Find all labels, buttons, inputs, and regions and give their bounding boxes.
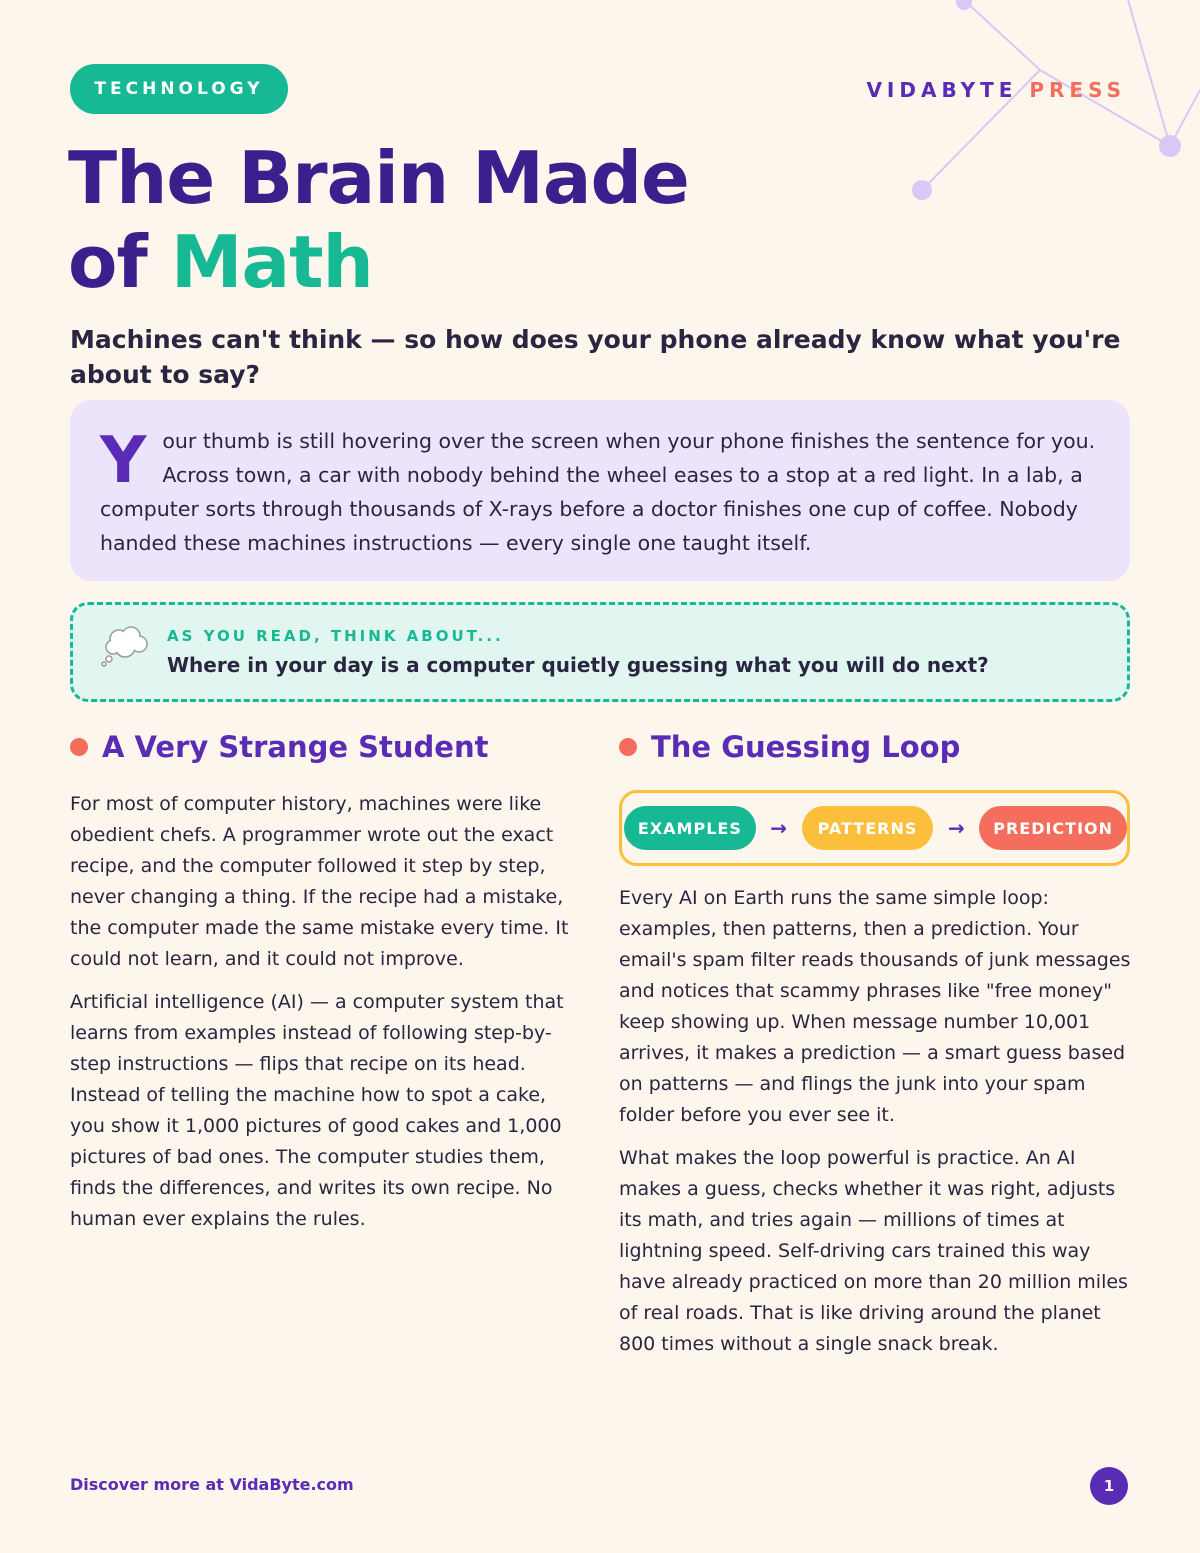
footer-link[interactable]: Discover more at VidaByte.com [70,1475,354,1494]
drop-cap: Y [100,424,147,498]
title-line1: The Brain Made [68,136,689,220]
page-title [68,136,868,304]
lead-paragraph-box [70,400,1130,581]
section-heading-text: A Very Strange Student [102,730,489,764]
loop-step-patterns: PATTERNS [802,806,934,850]
heading-dot-icon [619,738,637,756]
brand-logo [866,78,1126,102]
lead-text: our thumb is still hovering over the screen when your phone finishes the sentence for you. Across town, a car with nobody behind the wheel eases to a stop at a red light. In a lab, a computer sorts through thousands of X-rays before a doctor finishes one cup of coffee. Nobody handed these machines instructions — every single one taught itself. [100,429,1096,555]
loop-step-prediction: PREDICTION [979,806,1127,850]
arrow-right-icon: → [947,816,965,840]
right-column [619,883,1131,1372]
page-number-badge: 1 [1090,1467,1128,1505]
category-badge: TECHNOLOGY [70,64,288,114]
arrow-right-icon: → [770,816,788,840]
body-paragraph: Artificial intelligence (AI) — a computer system that learns from examples instead of following step-by-step instructions — flips that recipe on its head. Instead of telling the machine how to spot a cake, you show it 1,000 pictures of good cakes and 1,000 pictures of bad ones. The computer studies them, finds the differences, and writes its own recipe. No human ever explains the rules. [70,991,564,1230]
think-question: Where in your day is a computer quietly guessing what you will do next? [167,653,989,677]
section-heading-guessing-loop [619,730,960,764]
title-line2-accent: Math [170,220,373,304]
thought-bubble-icon [101,623,151,667]
heading-dot-icon [70,738,88,756]
body-paragraph: Every AI on Earth runs the same simple loop: examples, then patterns, then a prediction. Your email's spam filter reads thousands of junk messages and notices that scammy phrases like "free money" keep showing up. When message number 10,001 arrives, it makes a prediction — a smart guess based on patterns — and flings the junk into your spam folder before you ever see it. [619,887,1131,1126]
think-about-box [70,602,1130,702]
brand-name-part1: VIDABYTE [866,78,1030,102]
title-line2-prefix: of [68,220,171,304]
section-heading-strange-student [70,730,489,764]
article-deck: Machines can't think — so how does your phone already know what you're about to say? [70,325,1121,389]
body-paragraph: What makes the loop powerful is practice. An AI makes a guess, checks whether it was right, adjusts its math, and tries again — millions of times at lightning speed. Self-driving cars trained this way have already practiced on more than 20 million miles of real roads. That is like driving around the planet 800 times without a single snack break. [619,1147,1128,1355]
guessing-loop-diagram [619,790,1130,866]
network-decoration [900,0,1200,220]
brand-name-part2: PRESS [1029,78,1126,102]
body-paragraph: For most of computer history, machines were like obedient chefs. A programmer wrote out the exact recipe, and the computer followed it step by step, never changing a thing. If the recipe had a mistake, the computer made the same mistake every time. It could not learn, and it could not improve. [70,793,569,970]
left-column [70,789,582,1247]
loop-step-examples: EXAMPLES [624,806,756,850]
section-heading-text: The Guessing Loop [651,730,961,764]
think-label: AS YOU READ, THINK ABOUT... [167,627,504,645]
